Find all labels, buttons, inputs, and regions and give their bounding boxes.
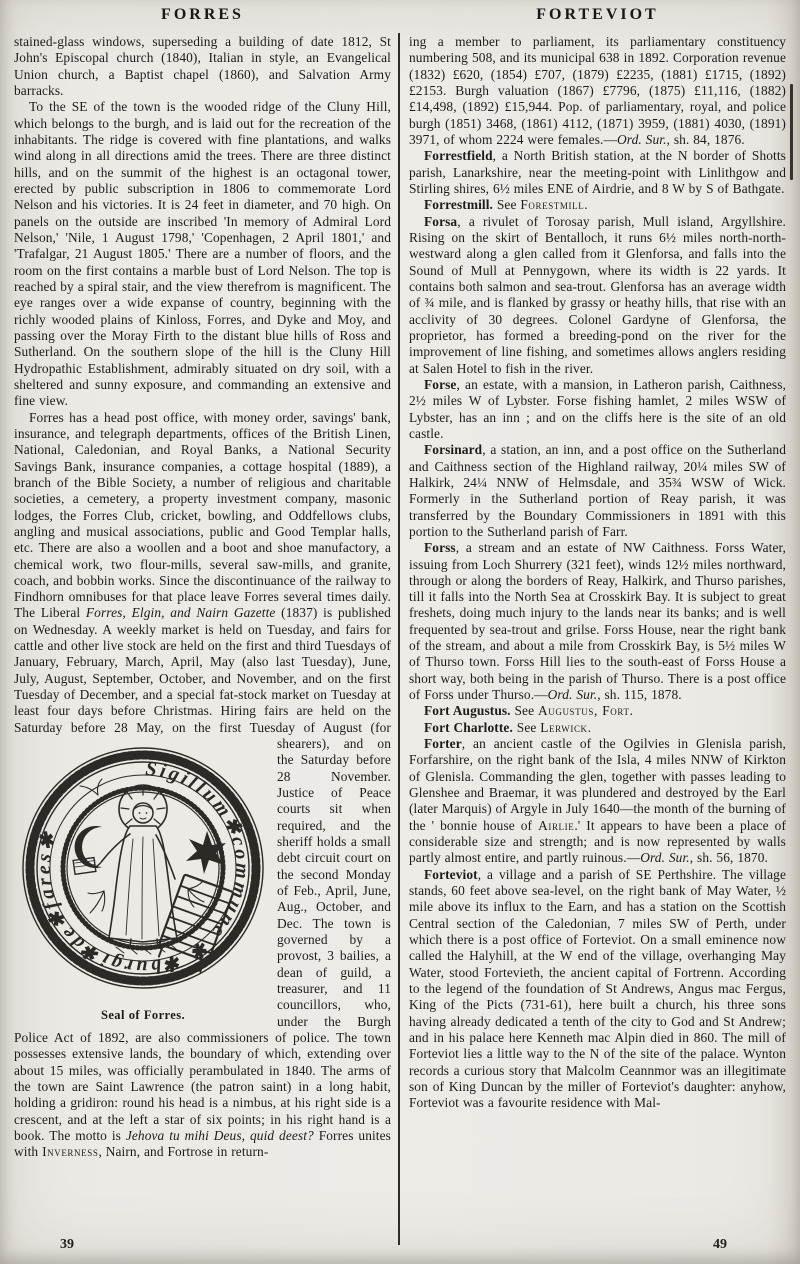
paragraph xyxy=(409,867,786,1112)
left-page-number: 39 xyxy=(60,1237,74,1252)
paragraph xyxy=(14,410,391,1161)
text-segment: Forse xyxy=(424,376,457,392)
text-segment: Forteviot xyxy=(424,866,478,882)
text-segment: Jehova tu mihi Deus, quid deest? xyxy=(125,1127,314,1143)
text-segment: Forres has a head post office, with money order, savings' bank, insurance, and telegraph departments, offices of the British Linen, National, Caledonian, and Royal Banks, a National Security Savings Bank, insurance companies, a cottage hospital (1889), a branch of the Bible Society, a number of religious and charitable societies, a cemetery, a property investment company, masonic lodges, the Forres Club, cricket, bowling, and Oddfellows clubs, angling and musical associations, public and Good Templar halls, etc. There are also a woollen and a boot and shoe manufactory, a chemical work, two flour-mills, several saw-mills, and granite, coach, and bobbin works. Since the discontinuance of the railway to Findhorn omnibuses for that place leave Forres several times daily. The Liberal xyxy=(14,409,391,621)
column-divider-rule xyxy=(398,33,400,1245)
text-segment: Forsa xyxy=(424,213,458,229)
paragraph xyxy=(409,34,786,148)
text-segment: , a North British station, at the N border of Shotts parish, Lanarkshire, near the meeting-point with Linlithgow and Stirling shires, 6½ miles ENE of Airdrie, and 8 W by S of Bathgate. xyxy=(409,148,786,196)
text-segment: Inverness xyxy=(42,1144,99,1160)
paragraph xyxy=(14,99,391,409)
text-segment: ing a member to parliament, its parliamentary constituency numbering 508, and its municipal 638 in 1892. Corporation revenue (1832) £620, (1854) £707, (1879) £2235, (1881) £1715, (1892) £2153. Burgh valuation (1867) £7796, (1875) £11,116, (1882) £14,498, (1892) £15,944. Pop. of parliamentary, royal, and police burgh (1851) 3468, (1861) 4112, (1871) 3959, (1881) 4030, (1891) 3971, of whom 2224 were females.— xyxy=(409,34,786,147)
text-segment: , Nairn, and Fortrose in return- xyxy=(98,1144,269,1160)
text-segment: Lerwick xyxy=(540,719,588,735)
left-text-column xyxy=(14,34,391,1161)
text-segment: (1837) is published on Wednesday. A weekly market is held on Tuesday, and fairs for cattle and other live stock are held on the first and third Tuesdays of January, February, March, April, May (also last Tuesday), June, July, August, September, October, and November, and on the first Tuesday of December, and a special fat-stock market on Tuesday at least four days before Christmas. Hiring fairs are held on the Saturday before 28 May, on the first Tuesday of August (for xyxy=(14,605,391,735)
text-segment: Forss xyxy=(424,540,456,556)
text-segment: .' It appears to have been a place of considerable size and strength; and is now represented by walls partly almost entire, and partly ruinous.— xyxy=(409,817,786,866)
text-segment: Forsinard xyxy=(424,442,483,458)
text-segment: Forres, Elgin, and Nairn Gazette xyxy=(85,605,276,621)
seal-of-forres-figure xyxy=(18,739,268,1024)
paragraph xyxy=(409,377,786,442)
text-segment: , sh. 56, 1870. xyxy=(689,850,768,866)
text-segment: See xyxy=(510,703,538,719)
text-segment: Forrestmill. xyxy=(424,197,493,213)
text-segment: stained-glass windows, superseding a building of date 1812, St John's Episcopal church (1840), Italian in style, an Evangelical Union church, a Baptist chapel (1860), and Salvation Army barracks. xyxy=(14,34,391,98)
text-segment: , a village and a parish of SE Perthshire. The village stands, 60 feet above sea-level, on the right bank of May Water, ½ mile above its influx to the Earn, and has a station on the Scottish Central section of the Caledonian, 7 miles SW of Perth, under which there is a post office of Forteviot. On a small eminence now called the Halyhill, at the W end of the village, overhanging May Water, stood Fortevieth, the ancient capital of Fortrenn. According to the legend of the foundation of St Andrews, Angus mac Fergus, King of the Picts (731-61), here built a church, his three sons having already dedicated a tenth of the city to God and St Andrew; and in his palace here Kenneth mac Alpin died in 860. The mill of Forteviot lies a little way to the N of the site of the palace. Wynton records a curious story that Malcolm Ceannmor was an illegitimate son of King Duncan by the miller of Forteviot's daughter: anyhow, Forteviot was a favourite residence with Mal- xyxy=(409,866,786,1111)
text-segment: Forrestfield xyxy=(424,148,493,164)
text-segment: Ord. Sur. xyxy=(616,131,667,147)
text-segment: Ord. Sur. xyxy=(640,850,690,866)
paragraph xyxy=(409,720,786,736)
seal-caption: Seal of Forres. xyxy=(101,1008,185,1023)
text-segment: , a stream and an estate of NW Caithness. Forss Water, issuing from Loch Shurrery (321 feet), winds 12½ miles northward, through or along the borders of Reay, Halkirk, and Thurso parishes, till it falls into the North Sea at Crosskirk Bay. It is subject to great freshets, doing much injury to the lands near its banks; and is well frequented by sea-trout and grilse. Forss House, near the right bank of the stream, and about a mile from Crosskirk Bay, is 5½ miles W of Thurso town. Forss Hill lies to the south-east of Forss House a short way, both being in the parish of Thurso. There is a post office of Forss under Thurso.— xyxy=(409,540,786,703)
text-segment: Ord. Sur. xyxy=(547,687,598,703)
text-segment: . xyxy=(587,719,592,735)
text-segment: See xyxy=(493,197,521,213)
paragraph xyxy=(409,442,786,540)
text-segment: , a rivulet of Torosay parish, Mull island, Argyllshire. Rising on the skirt of Bentalloch, it runs 6½ miles north-north-westward along a glen called from it Glenforsa, and falls into the Sound of Mull at Pennygown, where its width is 22 yards. It contains both salmon and sea-trout. Glenforsa has an average width of ¾ mile, and is flanked by grassy or heathy hills, that rise with an acclivity of 30 degrees. Colonel Gardyne of Glenforsa, the proprietor, has formed a breeding-pond on the river for the improvement of line fishing, and sometimes allows anglers residing at Salen Hotel to fish in the river. xyxy=(409,213,786,376)
text-segment: shearers), and on the Saturday before 28 November. Justice of Peace courts sit when required, and the sheriff holds a small debt circuit court on the second Monday of Feb., April, June, Aug., October, and Dec. The town is governed by a provost, 3 bailies, a dean of guild, a treasurer, and 11 councillors, who, under the Burgh Police Act of 1892, are also commissioners of police. The town possesses extensive lands, the boundary of which, extending over about 15 miles, was officially perambulated in 1840. The arms of the town are Saint Lawrence (the patron saint) in a long habit, holding a gridiron: round his head is a nimbus, at his right side is a crescent, and at the left a star of six points; in his right hand is a book. The motto is xyxy=(14,736,391,1143)
seal-legend-text: Sigillum✱commune ✱ ✱burgi✱de✱fares✱ xyxy=(32,757,254,979)
text-segment: Forestmill xyxy=(520,197,585,213)
text-segment: Fort Augustus. xyxy=(424,703,511,719)
right-running-head: FORTEVIOT xyxy=(536,6,659,23)
text-segment: To the SE of the town is the wooded ridge of the Cluny Hill, which belongs to the burgh, and is laid out for the recreation of the inhabitants. The ridge is covered with fine plantations, and walks wind along in all directions amid the trees. There are three distinct hills, and on the summit of the highest is an octagonal tower, erected by public subscription in 1806 to commemorate Lord Nelson and his victories. It is 24 feet in diameter, and 70 high. On panels on the outside are inscribed 'In memory of Admiral Lord Nelson,' 'Nile, 1 August 1798,' 'Copenhagen, 2 April 1801,' and 'Trafalgar, 21 August 1805.' There are a number of floors, and the room on the first contains a marble bust of Lord Nelson. The top is reached by a spiral stair, and the view therefrom is magnificent. The eye ranges over a wide expanse of country, beginning with the richly wooded plains of Kinloss, Forres, and Dyke and Moy, and passing over the Moray Firth to the distant blue hills of Ross and Sutherland. On the southern slope of the hill is the Cluny Hill Hydropathic Establishment, admirably situated on dry soil, with a sheltered and sunny exposure, and commanding an extensive and fine view. xyxy=(14,99,391,409)
right-text-column xyxy=(409,34,786,1112)
paragraph xyxy=(409,736,786,867)
text-segment: Fort Charlotte. xyxy=(424,719,513,735)
text-segment: , an estate, with a mansion, in Latheron parish, Caithness, 2½ miles W of Lybster. Forse fishing hamlet, 2 miles WSW of Lybster, has an inn ; and on the cliffs here is the site of an old castle. xyxy=(409,376,786,441)
text-segment: . xyxy=(629,703,634,719)
right-page-number: 49 xyxy=(713,1237,727,1252)
paragraph xyxy=(409,197,786,213)
text-segment: Forres unites with xyxy=(14,1127,391,1160)
paragraph xyxy=(409,148,786,197)
paragraph xyxy=(409,214,786,377)
text-segment: Airlie xyxy=(538,817,575,833)
text-segment: Forter xyxy=(424,736,462,752)
seal-engraving-illustration xyxy=(18,739,268,1002)
left-running-head: FORRES xyxy=(161,6,244,23)
scan-artifact xyxy=(790,84,793,180)
text-segment: , an ancient castle of the Ogilvies in Glenisla parish, Forfarshire, on the right bank of the Isla, 4 miles NNW of Kirkton of Glenisla. Commanding the glen, together with passes leading to Glenshee and Braemar, it was plundered and destroyed by the Earl (later Marquis) of Argyle in July 1640—the month of the burning of the ' bonnie house of xyxy=(409,736,786,833)
paragraph xyxy=(409,540,786,703)
paragraph xyxy=(409,703,786,719)
text-segment: Augustus, Fort xyxy=(537,703,630,719)
text-segment: , sh. 115, 1878. xyxy=(597,687,682,703)
text-segment: . xyxy=(584,197,588,213)
text-segment: See xyxy=(512,719,541,735)
paragraph xyxy=(14,34,391,99)
text-segment: , sh. 84, 1876. xyxy=(666,131,745,147)
text-segment: , a station, an inn, and a post office on the Sutherland and Caithness section of the Highland railway, 20¼ miles SW of Halkirk, 24¼ NNW of Helmsdale, and 35¾ WSW of Wick. Formerly in the Sutherland portion of Reay parish, it was transferred by the Boundary Commissioners in 1891 with this portion to the Sutherland parish of Farr. xyxy=(409,442,786,539)
